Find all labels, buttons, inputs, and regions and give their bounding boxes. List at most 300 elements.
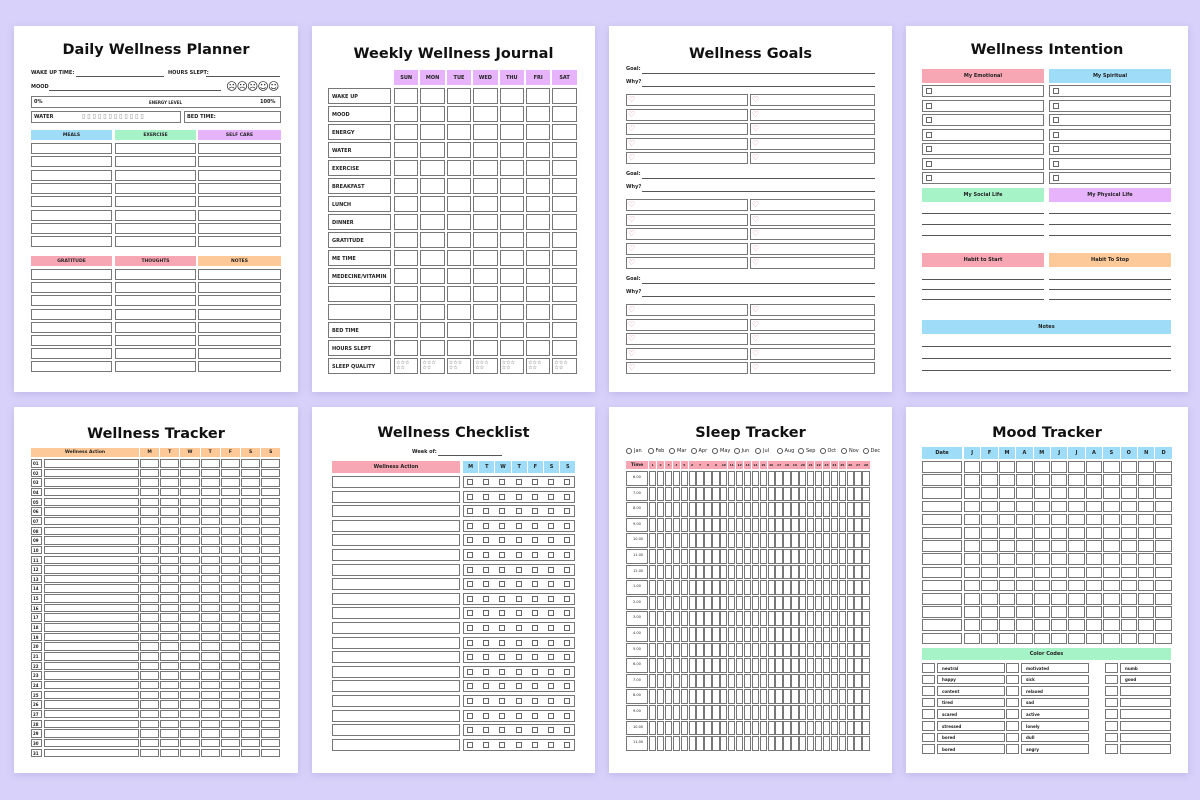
sleep-cell[interactable] <box>665 596 672 611</box>
tracker-cell[interactable] <box>160 536 179 545</box>
month-radio[interactable] <box>648 448 654 454</box>
mood-cell[interactable] <box>999 527 1015 539</box>
intention-row[interactable] <box>922 158 1044 170</box>
sleep-cell[interactable] <box>736 689 743 704</box>
tracker-cell[interactable] <box>261 478 280 487</box>
journal-cell[interactable] <box>552 304 576 320</box>
planner-row[interactable] <box>31 348 112 359</box>
action-cell[interactable] <box>44 681 139 690</box>
mood-cell[interactable] <box>1051 567 1067 579</box>
sleep-cell[interactable] <box>704 533 711 548</box>
journal-cell[interactable] <box>500 178 524 194</box>
checkbox[interactable] <box>467 654 473 660</box>
tracker-cell[interactable] <box>221 729 240 738</box>
sleep-cell[interactable] <box>854 549 861 564</box>
mood-cell[interactable] <box>1034 461 1050 473</box>
sleep-cell[interactable] <box>649 611 656 626</box>
intention-row[interactable] <box>1049 114 1171 126</box>
action-cell[interactable] <box>332 491 460 503</box>
checkbox[interactable] <box>1053 132 1059 138</box>
mood-cell[interactable] <box>1034 487 1050 499</box>
action-cell[interactable] <box>332 578 460 590</box>
sleep-cell[interactable] <box>862 658 869 673</box>
sleep-cell[interactable] <box>823 471 830 486</box>
mood-cell[interactable] <box>1034 593 1050 605</box>
intention-row[interactable] <box>1049 85 1171 97</box>
sleep-cell[interactable] <box>665 689 672 704</box>
planner-row[interactable] <box>115 196 196 207</box>
planner-row[interactable] <box>31 295 112 306</box>
tracker-cell[interactable] <box>180 498 199 507</box>
sleep-cell[interactable] <box>744 689 751 704</box>
mood-cell[interactable] <box>999 540 1015 552</box>
sleep-cell[interactable] <box>799 533 806 548</box>
tracker-cell[interactable] <box>180 671 199 680</box>
action-cell[interactable] <box>44 469 139 478</box>
sleep-cell[interactable] <box>768 689 775 704</box>
tracker-cell[interactable] <box>180 517 199 526</box>
sleep-cell[interactable] <box>815 705 822 720</box>
mood-cell[interactable] <box>1121 527 1137 539</box>
checkbox[interactable] <box>499 581 505 587</box>
mood-cell[interactable] <box>981 461 997 473</box>
tracker-cell[interactable] <box>160 720 179 729</box>
sleep-cell[interactable] <box>689 674 696 689</box>
sleep-cell[interactable] <box>665 705 672 720</box>
checkbox[interactable] <box>483 698 489 704</box>
sleep-cell[interactable] <box>799 736 806 751</box>
checkbox[interactable] <box>467 727 473 733</box>
tracker-cell[interactable] <box>201 720 220 729</box>
month-radio[interactable] <box>712 448 718 454</box>
checkbox[interactable] <box>532 537 538 543</box>
sleep-cell[interactable] <box>854 674 861 689</box>
action-cell[interactable] <box>44 584 139 593</box>
sleep-cell[interactable] <box>839 643 846 658</box>
sleep-cell[interactable] <box>649 705 656 720</box>
sleep-cell[interactable] <box>839 705 846 720</box>
sleep-cell[interactable] <box>752 674 759 689</box>
tracker-cell[interactable] <box>140 710 159 719</box>
journal-cell[interactable] <box>552 160 576 176</box>
sleep-cell[interactable] <box>791 487 798 502</box>
sleep-cell[interactable] <box>839 721 846 736</box>
mood-cell[interactable] <box>1138 593 1154 605</box>
sleep-cell[interactable] <box>854 736 861 751</box>
sleep-cell[interactable] <box>783 502 790 517</box>
intention-row[interactable] <box>922 100 1044 112</box>
sleep-cell[interactable] <box>760 502 767 517</box>
mood-cell[interactable] <box>1138 487 1154 499</box>
action-cell[interactable] <box>332 739 460 751</box>
sleep-cell[interactable] <box>823 487 830 502</box>
sleep-cell[interactable] <box>728 580 735 595</box>
tracker-cell[interactable] <box>221 700 240 709</box>
tracker-cell[interactable] <box>221 604 240 613</box>
action-cell[interactable] <box>44 517 139 526</box>
sleep-cell[interactable] <box>807 611 814 626</box>
checkbox[interactable] <box>483 552 489 558</box>
checkbox[interactable] <box>564 610 570 616</box>
checkbox[interactable] <box>467 552 473 558</box>
mood-faces[interactable]: ☹☹☹☺☺ <box>226 80 279 93</box>
mood-cell[interactable] <box>964 501 980 513</box>
journal-cell[interactable] <box>394 196 418 212</box>
sleep-cell[interactable] <box>768 736 775 751</box>
sleep-cell[interactable] <box>760 487 767 502</box>
action-cell[interactable] <box>332 651 460 663</box>
planner-row[interactable] <box>31 236 112 247</box>
checkbox[interactable] <box>516 581 522 587</box>
sleep-cell[interactable] <box>736 580 743 595</box>
sleep-cell[interactable] <box>783 533 790 548</box>
journal-cell[interactable] <box>552 232 576 248</box>
journal-cell[interactable] <box>394 232 418 248</box>
mood-cell[interactable] <box>1068 501 1084 513</box>
checkbox[interactable] <box>532 742 538 748</box>
tracker-cell[interactable] <box>140 459 159 468</box>
action-cell[interactable] <box>44 546 139 555</box>
color-swatch[interactable] <box>922 721 935 731</box>
sleep-cell[interactable] <box>728 502 735 517</box>
checkbox[interactable] <box>499 537 505 543</box>
mood-cell[interactable] <box>1086 527 1102 539</box>
sleep-cell[interactable] <box>681 549 688 564</box>
color-swatch[interactable] <box>922 698 935 708</box>
mood-cell[interactable] <box>1034 580 1050 592</box>
sleep-cell[interactable] <box>736 643 743 658</box>
journal-cell[interactable] <box>447 178 471 194</box>
intention-row[interactable] <box>1049 129 1171 141</box>
sleep-cell[interactable] <box>720 689 727 704</box>
sleep-cell[interactable] <box>696 580 703 595</box>
sleep-cell[interactable] <box>752 580 759 595</box>
tracker-cell[interactable] <box>261 575 280 584</box>
sleep-cell[interactable] <box>681 611 688 626</box>
journal-cell[interactable] <box>526 322 550 338</box>
sleep-cell[interactable] <box>799 549 806 564</box>
mood-cell[interactable] <box>1068 514 1084 526</box>
sleep-cell[interactable] <box>728 611 735 626</box>
sleep-cell[interactable] <box>823 658 830 673</box>
checkbox[interactable] <box>483 494 489 500</box>
tracker-cell[interactable] <box>241 720 260 729</box>
mood-cell[interactable] <box>1155 553 1171 565</box>
sleep-cell[interactable] <box>657 643 664 658</box>
checkbox[interactable] <box>516 698 522 704</box>
goal-step-box[interactable] <box>750 152 875 164</box>
tracker-cell[interactable] <box>180 594 199 603</box>
sleep-cell[interactable] <box>791 705 798 720</box>
sleep-cell[interactable] <box>744 736 751 751</box>
action-cell[interactable] <box>44 710 139 719</box>
color-swatch[interactable] <box>1006 686 1019 696</box>
tracker-cell[interactable] <box>180 459 199 468</box>
checkbox[interactable] <box>516 625 522 631</box>
tracker-cell[interactable] <box>180 623 199 632</box>
action-cell[interactable] <box>44 556 139 565</box>
mood-cell[interactable] <box>981 567 997 579</box>
journal-cell[interactable] <box>447 124 471 140</box>
sleep-cell[interactable] <box>807 471 814 486</box>
goal-step-box[interactable] <box>750 243 875 255</box>
tracker-cell[interactable] <box>180 652 199 661</box>
sleep-cell[interactable] <box>728 596 735 611</box>
sleep-cell[interactable] <box>681 643 688 658</box>
journal-cell[interactable] <box>500 106 524 122</box>
planner-row[interactable] <box>31 309 112 320</box>
checkbox[interactable] <box>516 523 522 529</box>
sleep-cell[interactable] <box>720 487 727 502</box>
journal-cell[interactable] <box>447 250 471 266</box>
tracker-cell[interactable] <box>140 623 159 632</box>
sleep-cell[interactable] <box>728 565 735 580</box>
sleep-cell[interactable] <box>831 705 838 720</box>
sleep-cell[interactable] <box>673 580 680 595</box>
sleep-cell[interactable] <box>712 518 719 533</box>
planner-row[interactable] <box>31 156 112 167</box>
tracker-cell[interactable] <box>180 527 199 536</box>
sleep-cell[interactable] <box>673 549 680 564</box>
goal-step-box[interactable] <box>750 333 875 345</box>
sleep-cell[interactable] <box>854 721 861 736</box>
mood-cell[interactable] <box>1155 474 1171 486</box>
sleep-cell[interactable] <box>649 643 656 658</box>
planner-row[interactable] <box>115 361 196 372</box>
journal-cell[interactable] <box>526 304 550 320</box>
mood-cell[interactable] <box>981 487 997 499</box>
checkbox[interactable] <box>548 552 554 558</box>
journal-cell[interactable] <box>526 286 550 302</box>
color-swatch[interactable] <box>922 663 935 673</box>
planner-row[interactable] <box>115 170 196 181</box>
tracker-cell[interactable] <box>180 691 199 700</box>
tracker-cell[interactable] <box>160 507 179 516</box>
sleep-cell[interactable] <box>681 565 688 580</box>
mood-cell[interactable] <box>1103 514 1119 526</box>
planner-row[interactable] <box>31 223 112 234</box>
journal-cell[interactable] <box>394 322 418 338</box>
sleep-cell[interactable] <box>807 689 814 704</box>
checkbox[interactable] <box>1053 88 1059 94</box>
checkbox[interactable] <box>467 596 473 602</box>
planner-row[interactable] <box>31 335 112 346</box>
tracker-cell[interactable] <box>180 681 199 690</box>
checkbox[interactable] <box>564 581 570 587</box>
sleep-cell[interactable] <box>807 502 814 517</box>
sleep-cell[interactable] <box>681 736 688 751</box>
action-cell[interactable] <box>332 724 460 736</box>
mood-cell[interactable] <box>981 514 997 526</box>
sleep-cell[interactable] <box>760 674 767 689</box>
tracker-cell[interactable] <box>241 700 260 709</box>
sleep-cell[interactable] <box>712 565 719 580</box>
sleep-cell[interactable] <box>775 689 782 704</box>
intention-row[interactable] <box>922 85 1044 97</box>
goal-step-box[interactable] <box>750 362 875 374</box>
sleep-cell[interactable] <box>744 549 751 564</box>
mood-cell[interactable] <box>964 593 980 605</box>
sleep-cell[interactable] <box>847 487 854 502</box>
sleep-cell[interactable] <box>854 689 861 704</box>
date-cell[interactable] <box>922 619 962 631</box>
sleep-cell[interactable] <box>768 658 775 673</box>
month-radio[interactable] <box>820 448 826 454</box>
mood-cell[interactable] <box>1068 487 1084 499</box>
checkbox[interactable] <box>548 523 554 529</box>
sleep-cell[interactable] <box>823 580 830 595</box>
mood-cell[interactable] <box>1103 553 1119 565</box>
sleep-cell[interactable] <box>696 721 703 736</box>
mood-cell[interactable] <box>1068 553 1084 565</box>
sleep-cell[interactable] <box>728 627 735 642</box>
checkbox[interactable] <box>499 654 505 660</box>
mood-cell[interactable] <box>1086 514 1102 526</box>
sleep-cell[interactable] <box>791 565 798 580</box>
journal-cell[interactable] <box>447 88 471 104</box>
tracker-cell[interactable] <box>140 604 159 613</box>
mood-cell[interactable] <box>1103 527 1119 539</box>
journal-cell[interactable] <box>447 340 471 356</box>
planner-row[interactable] <box>198 295 281 306</box>
sleep-cell[interactable] <box>862 580 869 595</box>
planner-row[interactable] <box>115 210 196 221</box>
tracker-cell[interactable] <box>221 575 240 584</box>
checkbox[interactable] <box>483 508 489 514</box>
sleep-cell[interactable] <box>720 518 727 533</box>
color-swatch[interactable] <box>1006 709 1019 719</box>
sleep-cell[interactable] <box>831 658 838 673</box>
checkbox[interactable] <box>483 640 489 646</box>
mood-cell[interactable] <box>981 580 997 592</box>
tracker-cell[interactable] <box>160 546 179 555</box>
tracker-cell[interactable] <box>140 546 159 555</box>
checkbox[interactable] <box>483 742 489 748</box>
journal-cell[interactable] <box>552 322 576 338</box>
sleep-cell[interactable] <box>815 658 822 673</box>
color-swatch[interactable] <box>922 744 935 754</box>
action-cell[interactable] <box>44 507 139 516</box>
mood-cell[interactable] <box>1138 633 1154 645</box>
checkbox[interactable] <box>532 683 538 689</box>
journal-cell[interactable] <box>394 160 418 176</box>
sleep-cell[interactable] <box>815 643 822 658</box>
checkbox[interactable] <box>516 494 522 500</box>
sleep-cell[interactable] <box>720 596 727 611</box>
sleep-cell[interactable] <box>689 533 696 548</box>
sleep-cell[interactable] <box>689 471 696 486</box>
journal-cell[interactable] <box>526 178 550 194</box>
sleep-cell[interactable] <box>673 627 680 642</box>
sleep-cell[interactable] <box>831 721 838 736</box>
sleep-cell[interactable] <box>815 721 822 736</box>
journal-cell[interactable]: ☆☆☆ ☆☆ <box>447 358 471 374</box>
sleep-cell[interactable] <box>712 596 719 611</box>
date-cell[interactable] <box>922 606 962 618</box>
sleep-cell[interactable] <box>791 502 798 517</box>
tracker-cell[interactable] <box>201 575 220 584</box>
tracker-cell[interactable] <box>201 729 220 738</box>
sleep-cell[interactable] <box>862 611 869 626</box>
sleep-cell[interactable] <box>704 502 711 517</box>
sleep-cell[interactable] <box>681 487 688 502</box>
mood-cell[interactable] <box>1068 461 1084 473</box>
sleep-cell[interactable] <box>783 736 790 751</box>
tracker-cell[interactable] <box>201 613 220 622</box>
tracker-cell[interactable] <box>201 469 220 478</box>
tracker-cell[interactable] <box>160 613 179 622</box>
sleep-cell[interactable] <box>854 658 861 673</box>
sleep-cell[interactable] <box>673 487 680 502</box>
tracker-cell[interactable] <box>201 556 220 565</box>
mood-cell[interactable] <box>1155 633 1171 645</box>
checkbox[interactable] <box>564 552 570 558</box>
sleep-cell[interactable] <box>815 518 822 533</box>
sleep-cell[interactable] <box>752 611 759 626</box>
planner-row[interactable] <box>31 196 112 207</box>
tracker-cell[interactable] <box>261 546 280 555</box>
checkbox[interactable] <box>483 537 489 543</box>
sleep-cell[interactable] <box>744 658 751 673</box>
sleep-cell[interactable] <box>673 689 680 704</box>
mood-cell[interactable] <box>1016 527 1032 539</box>
action-cell[interactable] <box>44 749 139 758</box>
sleep-cell[interactable] <box>712 705 719 720</box>
sleep-cell[interactable] <box>807 658 814 673</box>
checkbox[interactable] <box>548 479 554 485</box>
tracker-cell[interactable] <box>180 565 199 574</box>
color-swatch[interactable] <box>922 675 935 685</box>
mood-cell[interactable] <box>1103 593 1119 605</box>
sleep-cell[interactable] <box>807 721 814 736</box>
checkbox[interactable] <box>548 698 554 704</box>
action-cell[interactable] <box>332 666 460 678</box>
sleep-cell[interactable] <box>736 533 743 548</box>
journal-cell[interactable] <box>473 340 497 356</box>
sleep-cell[interactable] <box>752 518 759 533</box>
tracker-cell[interactable] <box>221 681 240 690</box>
sleep-cell[interactable] <box>807 736 814 751</box>
color-swatch[interactable] <box>1105 744 1118 754</box>
sleep-cell[interactable] <box>862 643 869 658</box>
date-cell[interactable] <box>922 633 962 645</box>
sleep-cell[interactable] <box>760 736 767 751</box>
sleep-cell[interactable] <box>649 627 656 642</box>
checkbox[interactable] <box>548 610 554 616</box>
sleep-cell[interactable] <box>823 611 830 626</box>
sleep-cell[interactable] <box>712 721 719 736</box>
sleep-cell[interactable] <box>728 643 735 658</box>
tracker-cell[interactable] <box>160 594 179 603</box>
sleep-cell[interactable] <box>744 674 751 689</box>
journal-cell[interactable] <box>420 340 444 356</box>
journal-cell[interactable] <box>552 214 576 230</box>
journal-cell[interactable] <box>552 250 576 266</box>
goal-step-box[interactable] <box>626 319 748 331</box>
sleep-cell[interactable] <box>649 533 656 548</box>
sleep-cell[interactable] <box>839 502 846 517</box>
sleep-cell[interactable] <box>665 471 672 486</box>
journal-cell[interactable] <box>473 214 497 230</box>
sleep-cell[interactable] <box>760 471 767 486</box>
sleep-cell[interactable] <box>768 705 775 720</box>
sleep-cell[interactable] <box>775 502 782 517</box>
mood-cell[interactable] <box>1138 619 1154 631</box>
month-radio[interactable] <box>841 448 847 454</box>
checkbox[interactable] <box>467 581 473 587</box>
action-cell[interactable] <box>332 593 460 605</box>
sleep-cell[interactable] <box>689 643 696 658</box>
